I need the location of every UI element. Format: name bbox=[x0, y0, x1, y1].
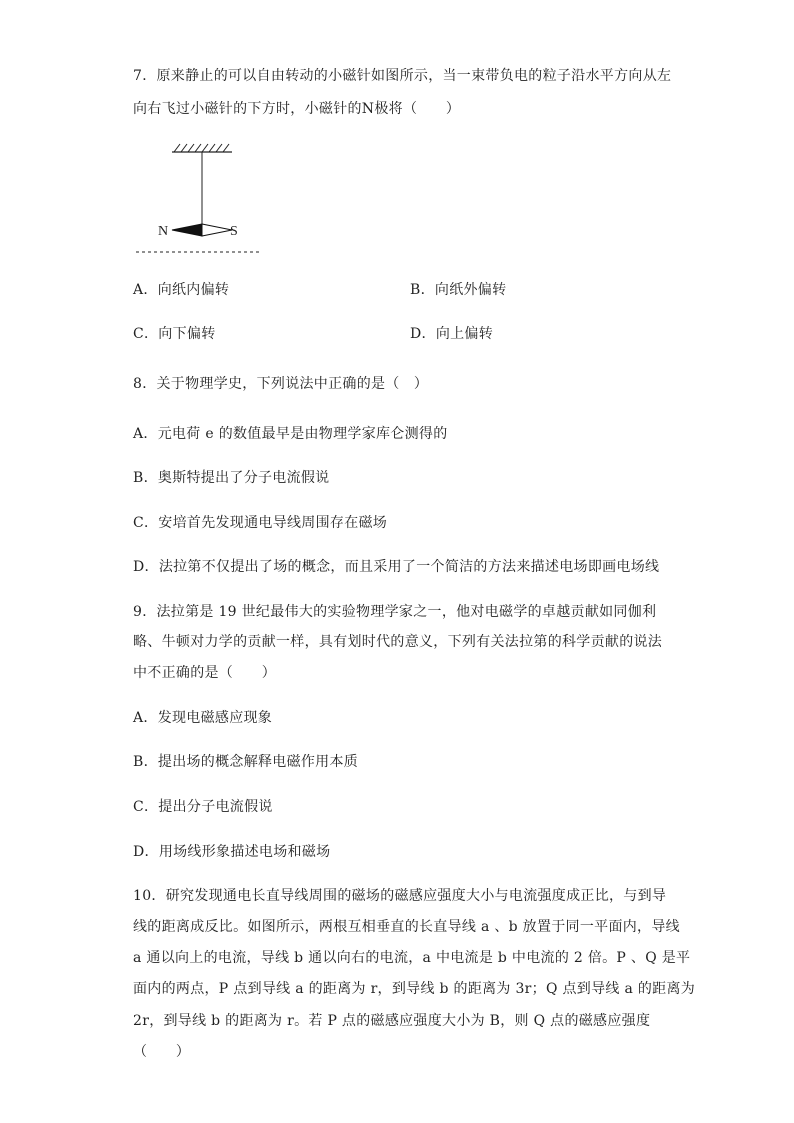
north-label: N bbox=[158, 224, 169, 239]
q9-stem-line-1: 9．法拉第是 19 世纪最伟大的实验物理学家之一，他对电磁学的卓越贡献如同伽利 bbox=[133, 604, 657, 620]
ceiling-hatch bbox=[174, 144, 229, 152]
needle-south-half bbox=[202, 224, 232, 236]
q9-stem-line-3: 中不正确的是（ ） bbox=[133, 665, 276, 681]
q10-stem-line-5: 2r，到导线 b 的距离为 r。若 P 点的磁感应强度大小为 B，则 Q 点的磁感应强度 bbox=[133, 1013, 651, 1029]
q9-option-d: D．用场线形象描述电场和磁场 bbox=[133, 844, 331, 860]
q9-stem-line-2: 略、牛顿对力学的贡献一样，具有划时代的意义，下列有关法拉第的科学贡献的说法 bbox=[133, 634, 663, 650]
q10-stem-line-1: 10．研究发现通电长直导线周围的磁场的磁感应强度大小与电流强度成正比，与到导 bbox=[133, 888, 667, 904]
q10-stem-line-6: （ ） bbox=[133, 1044, 191, 1060]
south-label: S bbox=[230, 224, 238, 239]
q7-option-c: C．向下偏转 bbox=[133, 326, 216, 342]
q8-option-a: A．元电荷 e 的数值最早是由物理学家库仑测得的 bbox=[133, 426, 448, 442]
q9-option-c: C．提出分子电流假说 bbox=[133, 799, 273, 815]
compass-needle-figure bbox=[128, 138, 268, 263]
q10-stem-line-4: 面内的两点，P 点到导线 a 的距离为 r，到导线 b 的距离为 3r；Q 点到导线 a 的距离为 bbox=[133, 981, 696, 997]
q7-stem-line-2: 向右飞过小磁针的下方时，小磁针的N极将（ ） bbox=[133, 101, 461, 117]
q8-option-c: C．安培首先发现通电导线周围存在磁场 bbox=[133, 515, 388, 531]
q8-option-b: B．奥斯特提出了分子电流假说 bbox=[133, 470, 330, 486]
q7-option-d: D．向上偏转 bbox=[410, 326, 494, 342]
needle-north-half bbox=[172, 224, 202, 236]
q10-stem-line-3: a 通以向上的电流，导线 b 通以向右的电流，a 中电流是 b 中电流的 2 倍。P 、Q 是平 bbox=[133, 950, 691, 966]
q7-option-b: B．向纸外偏转 bbox=[410, 282, 507, 298]
q10-stem-line-2: 线的距离成反比。如图所示，两根互相垂直的长直导线 a 、b 放置于同一平面内，导线 bbox=[133, 919, 680, 935]
q8-stem: 8．关于物理学史，下列说法中正确的是（ ） bbox=[133, 376, 429, 392]
q8-option-d: D．法拉第不仅提出了场的概念，而且采用了一个简洁的方法来描述电场即画电场线 bbox=[133, 559, 660, 575]
q7-stem-line-1: 7．原来静止的可以自由转动的小磁针如图所示，当一束带负电的粒子沿水平方向从左 bbox=[133, 68, 672, 84]
q7-option-a: A．向纸内偏转 bbox=[133, 282, 230, 298]
q9-option-a: A．发现电磁感应现象 bbox=[133, 710, 273, 726]
q9-option-b: B．提出场的概念解释电磁作用本质 bbox=[133, 754, 359, 770]
